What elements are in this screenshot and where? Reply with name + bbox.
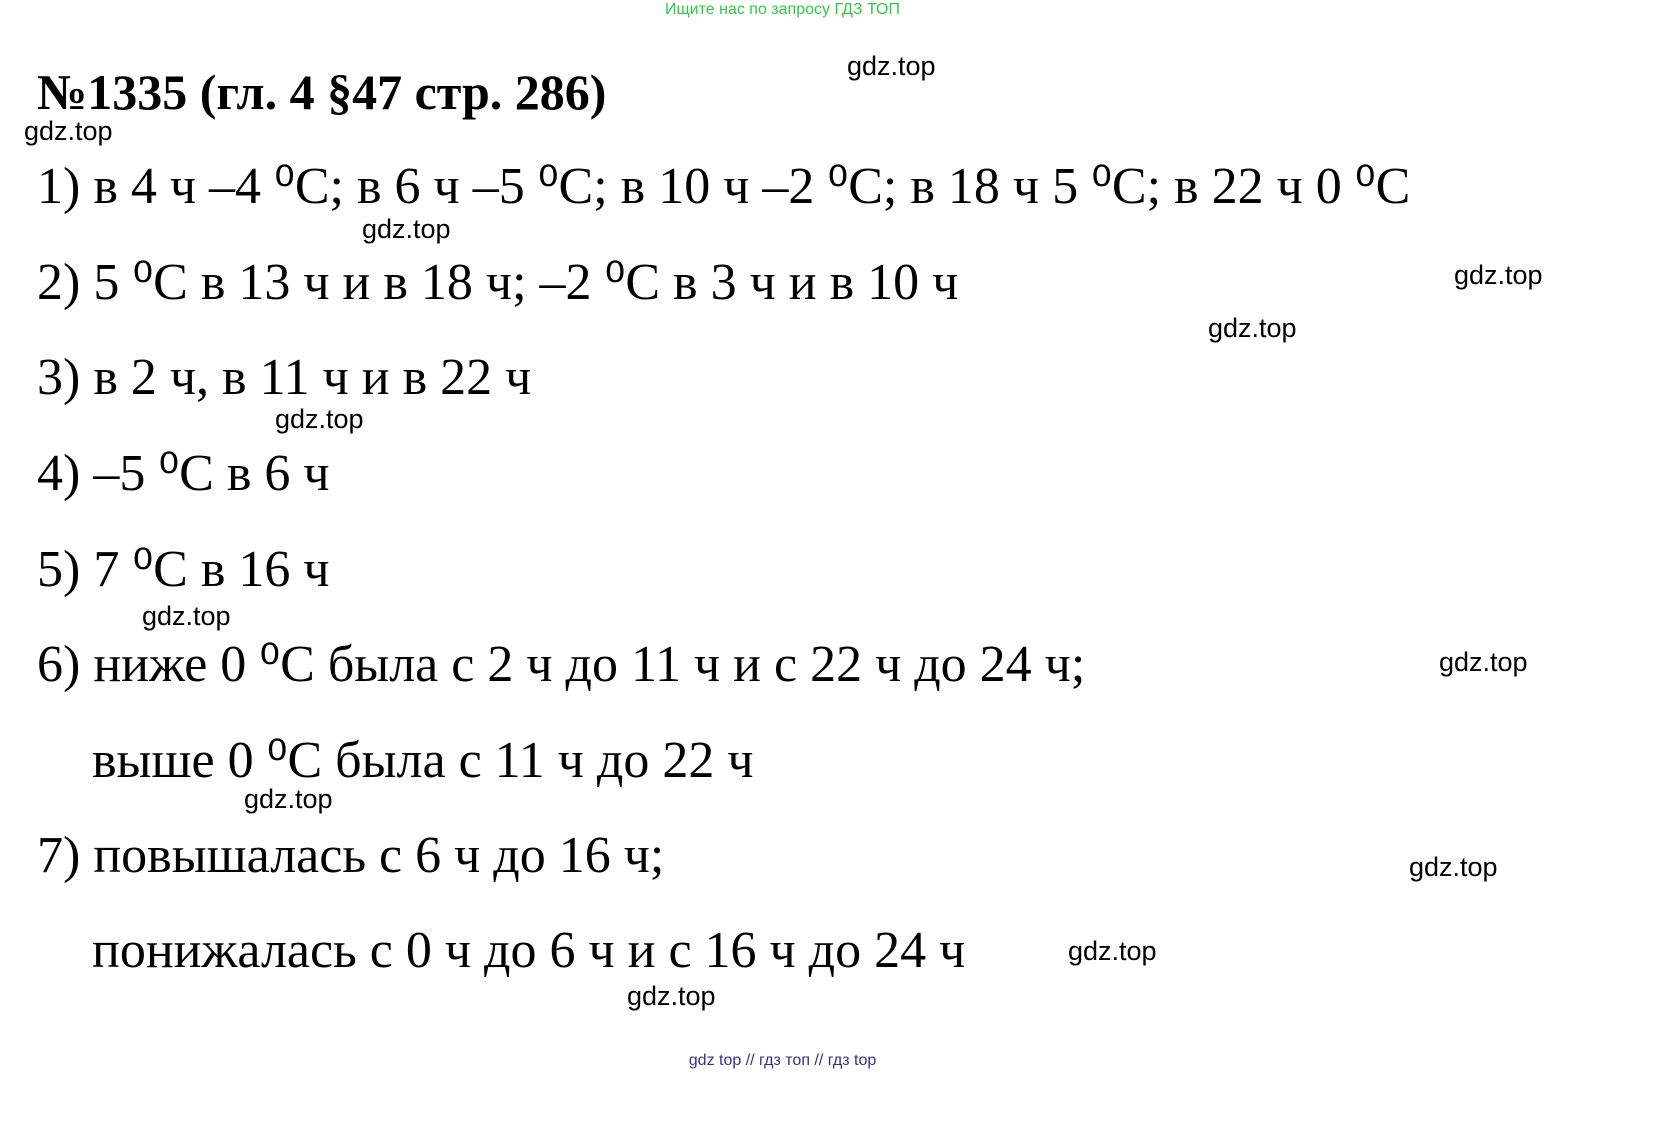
watermark: gdz.top (24, 116, 113, 146)
watermark: gdz.top (847, 51, 936, 81)
answer-5: 5) 7 ⁰С в 16 ч (37, 541, 330, 598)
watermark: gdz.top (1439, 647, 1528, 677)
watermark: gdz.top (275, 404, 364, 434)
answer-7-line-2: понижалась с 0 ч до 6 ч и с 16 ч до 24 ч (92, 922, 966, 979)
answer-6-line-2: выше 0 ⁰С была с 11 ч до 22 ч (92, 732, 754, 789)
top-banner: Ищите нас по запросу ГДЗ ТОП (665, 1, 900, 18)
watermark: gdz.top (1068, 936, 1157, 966)
watermark: gdz.top (362, 214, 451, 244)
page-title: №1335 (гл. 4 §47 стр. 286) (37, 64, 607, 120)
footer-watermark: gdz top // гдз топ // гдз top (688, 1052, 877, 1069)
answer-1: 1) в 4 ч –4 ⁰С; в 6 ч –5 ⁰С; в 10 ч –2 ⁰С; в 18 ч 5 ⁰С; в 22 ч 0 ⁰С (37, 158, 1411, 215)
answer-4: 4) –5 ⁰С в 6 ч (37, 445, 330, 502)
answer-3: 3) в 2 ч, в 11 ч и в 22 ч (37, 349, 532, 406)
watermark: gdz.top (142, 601, 231, 631)
answer-2: 2) 5 ⁰С в 13 ч и в 18 ч; –2 ⁰С в 3 ч и в 10 ч (37, 254, 959, 311)
watermark: gdz.top (627, 981, 716, 1011)
watermark: gdz.top (1208, 313, 1297, 343)
answer-6-line-1: 6) ниже 0 ⁰С была с 2 ч до 11 ч и с 22 ч до 24 ч; (37, 636, 1086, 693)
watermark: gdz.top (244, 784, 333, 814)
watermark: gdz.top (1454, 260, 1543, 290)
answer-7-line-1: 7) повышалась с 6 ч до 16 ч; (37, 827, 665, 884)
watermark: gdz.top (1409, 852, 1498, 882)
